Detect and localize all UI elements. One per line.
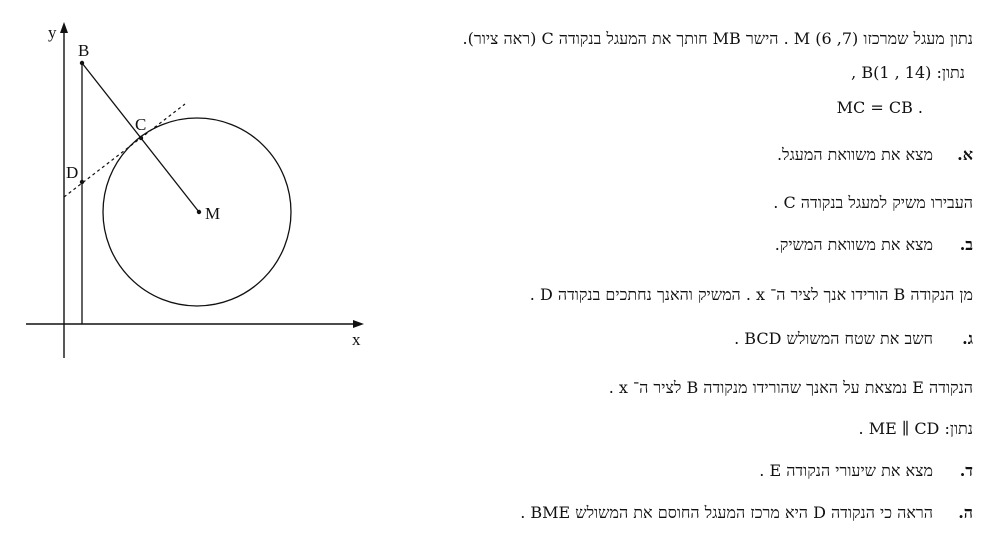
perpendicular-intro: מן הנקודה B הורידו אנך לציר ה־ x . המשיק והאנך נחתכים בנקודה D . <box>529 285 973 304</box>
question-a-text: מצא את משוואת המעגל. <box>776 145 933 164</box>
question-b-text: מצא את משוואת המשיק. <box>774 235 933 254</box>
question-c-label: ג. <box>962 329 973 348</box>
y-axis-arrow <box>60 22 68 33</box>
x-axis-label: x <box>352 330 361 349</box>
question-d <box>759 460 973 482</box>
question-d-text: מצא את שיעורי הנקודה E . <box>759 461 933 480</box>
point-b-dot <box>80 61 84 65</box>
point-b-label: B <box>78 41 90 60</box>
given-mc-cb: . MC = CB <box>836 98 923 117</box>
intro-text: נתון מעגל שמרכזו (7, 6) M . הישר MB חותך את המעגל בנקודה C (ראה ציור). <box>462 29 973 48</box>
question-c <box>734 328 973 350</box>
question-d-label: ד. <box>959 461 973 480</box>
question-b-label: ב. <box>959 235 973 254</box>
point-c-label: C <box>135 115 147 134</box>
y-axis-label: y <box>48 23 57 42</box>
point-m-label: M <box>205 204 221 223</box>
geometry-figure <box>0 0 380 360</box>
point-c-dot <box>139 136 143 140</box>
point-e-intro: הנקודה E נמצאת על האנך שהורידו מנקודה B לציר ה־ x . <box>608 378 973 397</box>
point-m-dot <box>197 210 201 214</box>
point-d-label: D <box>66 163 79 182</box>
question-b <box>775 234 973 256</box>
x-axis-arrow <box>353 320 364 328</box>
given-b: נתון: (14 , 1)B , <box>851 63 965 82</box>
question-a <box>777 144 973 166</box>
question-a-label: א. <box>957 145 973 164</box>
tangent-intro: העבירו משיק למעגל בנקודה C . <box>773 193 973 212</box>
question-e <box>520 502 973 524</box>
question-e-label: ה. <box>958 503 973 522</box>
question-c-text: חשב את שטח המשולש BCD . <box>734 329 933 348</box>
question-e-text: הראה כי הנקודה D היא מרכז המעגל החוסם את המשולש BME . <box>520 503 933 522</box>
given-parallel: נתון: ME ∥ CD . <box>858 419 973 438</box>
point-d-dot <box>80 180 84 184</box>
